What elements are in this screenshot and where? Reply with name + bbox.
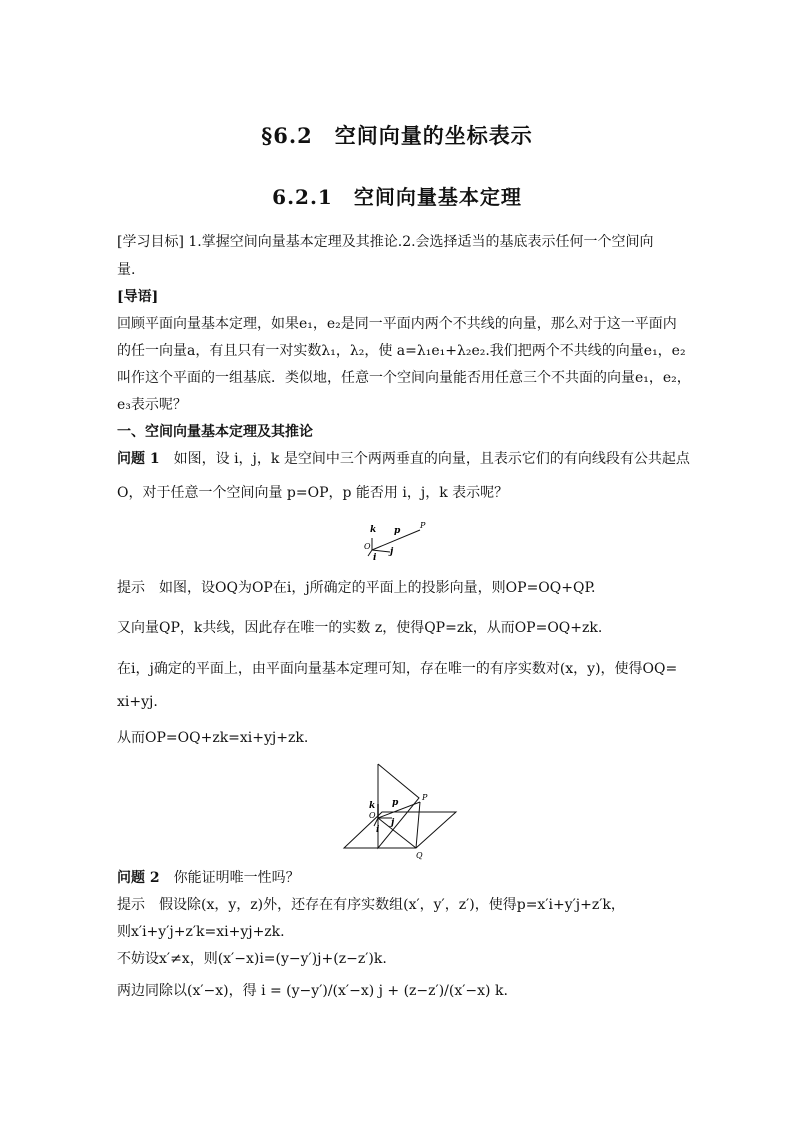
hint-1-line-2: 又向量QP，k共线，因此存在唯一的实数 z，使得QP=zk，从而OP=OQ+zk. [117,620,603,636]
hint-1-line-4: xi+yj. [117,694,158,710]
intro-line-2: 的任一向量a，有且只有一对实数λ₁，λ₂，使 a=λ₁e₁+λ₂e₂.我们把两个不共线的向量e₁，e₂ [117,343,686,359]
vector-p-line [378,802,420,818]
label-Q: Q [416,851,423,860]
projection-line-pq [416,802,420,848]
objectives-line-2: 量. [117,262,136,278]
hint-1-line-5: 从而OP=OQ+zk=xi+yj+zk. [117,730,309,746]
section-heading-1: 一、空间向量基本定理及其推论 [117,424,313,440]
hint-2-line-1: 提示 假设除(x，y，z)外，还存在有序实数组(x′，y′，z′)，使得p=x′i+y′j+z′k， [117,897,625,913]
label-k: k [370,525,377,535]
question-2-label: 问题 2 [117,870,160,886]
hint-1-line-3: 在i，j确定的平面上，由平面向量基本定理可知，存在唯一的有序实数对(x，y)，使得OQ= [117,661,678,677]
label-i: i [373,553,377,563]
vertical-triangle [378,764,419,848]
page-title: §6.2 空间向量的坐标表示 [261,123,533,148]
question-1-label: 问题 1 [117,451,160,467]
hint-2-line-3: 不妨设x′≠x，则(x′−x)i=(y−y′)j+(z−z′)k. [117,951,387,967]
question-1-line-1: 问题 1 如图，设 i，j，k 是空间中三个两两垂直的向量，且表示它们的有向线段有公共起点 [117,451,690,467]
label-O: O [364,542,371,551]
intro-line-4: e₃表示呢？ [117,397,187,413]
figure-2-projection [340,758,460,864]
intro-line-3: 叫作这个平面的一组基底．类似地，任意一个空间向量能否用任意三个不共面的向量e₁，e₂， [117,370,691,386]
label-p: p [392,798,399,808]
hint-1-line-1: 提示 如图，设OQ为OP在i，j所确定的平面上的投影向量，则OP=OQ+QP. [117,580,596,596]
objectives-label: [学习目标] [117,234,184,250]
vector-oq-line [378,818,416,848]
intro-line-1: 回顾平面向量基本定理，如果e₁，e₂是同一平面内两个不共线的向量，那么对于这一平面内 [117,316,677,332]
label-P: P [420,521,426,530]
vector-j-line [372,550,390,552]
label-P: P [422,793,428,802]
label-j: j [391,818,395,828]
label-i: i [376,825,380,835]
label-j: j [390,547,394,557]
section-subtitle: 6.2.1 空间向量基本定理 [272,185,522,209]
objectives-line-1: [学习目标] 1.掌握空间向量基本定理及其推论.2.会选择适当的基底表示任何一个空间向 [117,234,654,250]
hint-2-line-2: 则x′i+y′j+z′k=xi+yj+zk. [117,924,285,940]
label-O: O [369,811,376,820]
label-k: k [369,801,376,811]
base-plane [344,812,456,848]
question-2-line: 问题 2 你能证明唯一性吗？ [117,870,300,886]
question-1-line-2: O，对于任意一个空间向量 p=OP，p 能否用 i，j，k 表示呢？ [117,485,509,501]
figure-1-vectors [360,516,440,564]
intro-label: [导语] [117,289,159,305]
label-p: p [394,526,401,536]
hint-2-line-4: 两边同除以(x′−x)，得 i = (y−y′)/(x′−x) j + (z−z′)/(x′−x) k. [117,983,508,999]
